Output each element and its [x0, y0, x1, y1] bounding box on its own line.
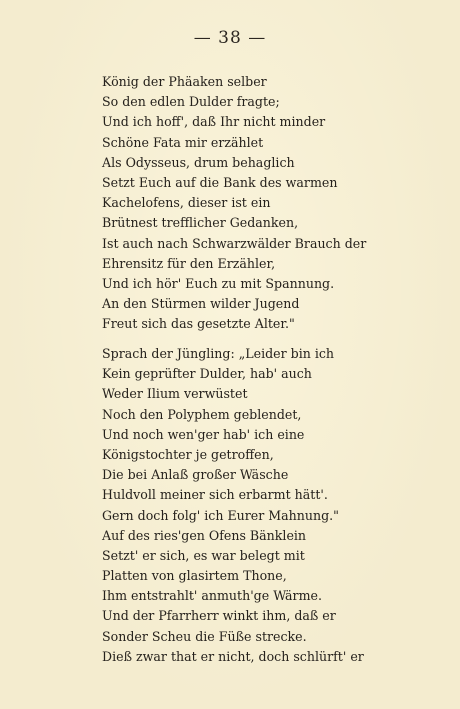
verse-line: Noch den Polyphem geblendet,	[102, 406, 302, 422]
verse-line: Und ich hör' Euch zu mit Spannung.	[102, 275, 335, 291]
verse-line: Freut sich das gesetzte Alter."	[102, 316, 295, 332]
verse-line: Dieß zwar that er nicht, doch schlürft' er	[102, 648, 364, 664]
verse-line: Ehrensitz für den Erzähler,	[102, 255, 276, 271]
verse-line: Als Odysseus, drum behaglich	[102, 154, 295, 170]
verse-line: An den Stürmen wilder Jugend	[102, 296, 300, 312]
verse-line: Königstochter je getroffen,	[102, 446, 274, 462]
stanza-1	[102, 72, 432, 334]
verse-line: Die bei Anlaß großer Wäsche	[102, 467, 289, 483]
verse-line: Und der Pfarrherr winkt ihm, daß er	[102, 608, 336, 624]
verse-line: Setzt Euch auf die Bank des warmen	[102, 174, 338, 190]
verse-line: Gern doch folg' ich Eurer Mahnung."	[102, 507, 339, 523]
stanza-2	[102, 344, 432, 667]
verse-line: Brütnest trefflicher Gedanken,	[102, 215, 299, 231]
verse-line: König der Phäaken selber	[102, 74, 267, 89]
verse-line: Sonder Scheu die Füße strecke.	[102, 628, 307, 644]
verse-line: Kachelofens, dieser ist ein	[102, 195, 271, 211]
verse-line: Sprach der Jüngling: „Leider bin ich	[102, 346, 335, 361]
verse-line: Setzt' er sich, es war belegt mit	[102, 547, 305, 563]
verse-line: Platten von glasirtem Thone,	[102, 568, 287, 584]
verse-line: Huldvoll meiner sich erbarmt hätt'.	[102, 487, 328, 503]
verse-line: Auf des ries'gen Ofens Bänklein	[102, 527, 307, 543]
page-number: — 38 —	[193, 28, 267, 48]
verse-line: Schöne Fata mir erzählet	[102, 134, 264, 150]
verse-line: Und noch wen'ger hab' ich eine	[102, 426, 305, 442]
verse-line: Ihm entstrahlt' anmuth'ge Wärme.	[102, 588, 322, 604]
verse-line: Ist auch nach Schwarzwälder Brauch der	[102, 235, 367, 251]
verse-line: So den edlen Dulder fragte;	[102, 94, 280, 110]
verse-line: Weder Ilium verwüstet	[102, 386, 248, 402]
verse-line: Und ich hoff', daß Ihr nicht minder	[102, 114, 326, 130]
verse-line: Kein geprüfter Dulder, hab' auch	[102, 366, 312, 382]
